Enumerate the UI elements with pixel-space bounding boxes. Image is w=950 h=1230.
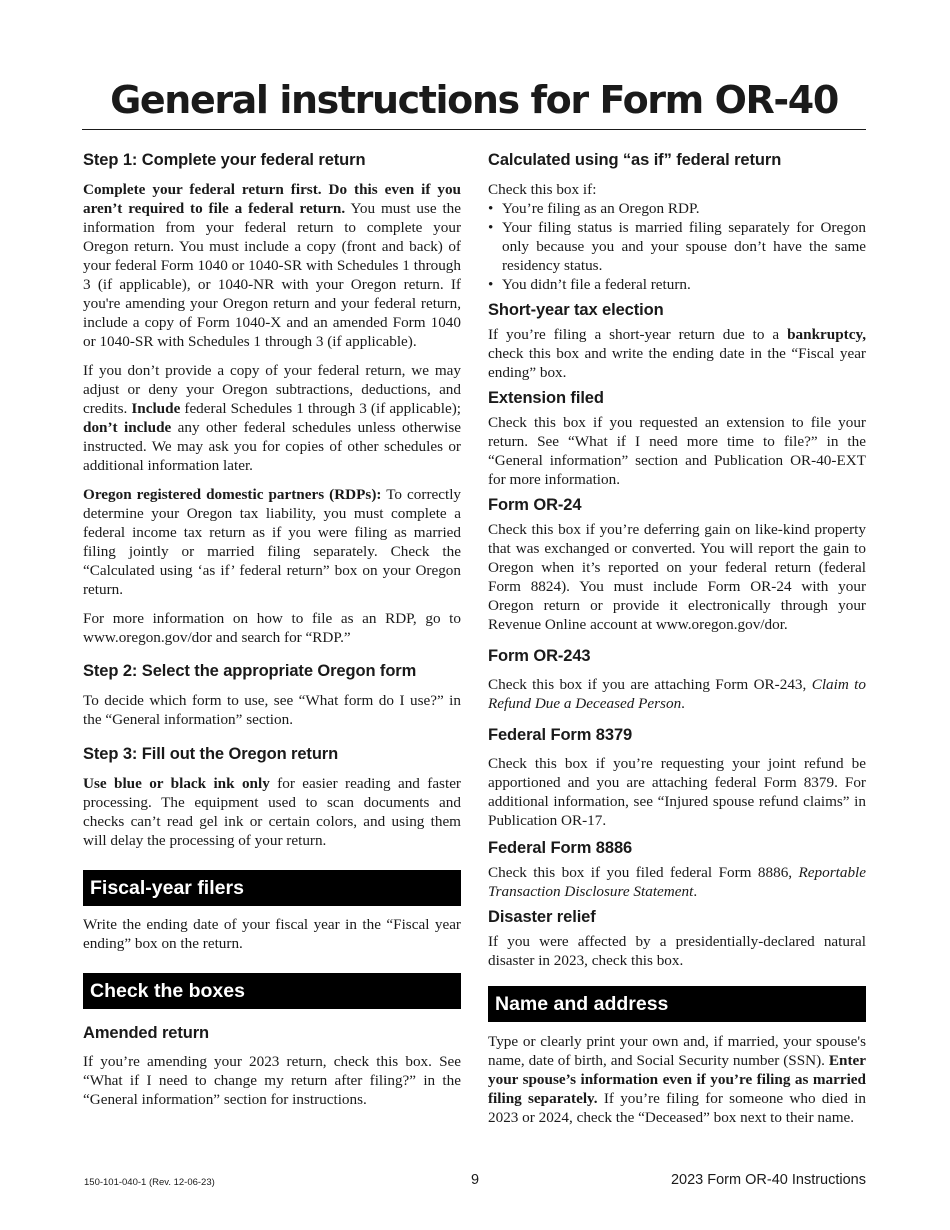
page-title: General instructions for Form OR-40	[110, 78, 838, 122]
or24-heading: Form OR-24	[488, 496, 582, 514]
amended-return-paragraph: If you’re amending your 2023 return, check this box. See “What if I need to change my return after filing?” in the “General information” section for instructions.	[83, 1053, 461, 1108]
step1-p2-a: If you don’t provide a copy of your federal return, we may adjust or deny your Oregon subtractions, deductions, and credits.	[83, 362, 461, 417]
amended-return-heading: Amended return	[83, 1024, 210, 1042]
or243-p-italic: Claim to Refund Due a Deceased Person	[488, 676, 866, 712]
or243-paragraph	[488, 675, 866, 713]
name-address-section-bar: Name and address	[488, 986, 866, 1022]
step1-paragraph-4: For more information on how to file as an RDP, go to www.oregon.gov/dor and search for “RDP.”	[83, 610, 461, 646]
step3-heading: Step 3: Fill out the Oregon return	[83, 745, 339, 763]
footer-doc-title: 2023 Form OR-40 Instructions	[670, 1172, 866, 1188]
title-rule	[82, 129, 866, 130]
f8886-heading: Federal Form 8886	[488, 839, 633, 857]
asif-heading: Calculated using “as if” federal return	[488, 151, 782, 169]
asif-bullet-list	[488, 199, 866, 294]
name-address-p-a: Type or clearly print your own and, if married, your spouse's name, date of birth, and Social Security number (SSN).	[488, 1033, 866, 1069]
asif-bullet: • You didn’t file a federal return.	[488, 275, 866, 294]
rdp-text: To correctly determine your Oregon tax liability, you must complete a federal income tax return as if you were filing as married filing jointly or married filing separately. Check the “Calculated using ‘as if’ federal return” box on your Oregon return.	[83, 486, 462, 598]
name-address-p-bold: Enter your spouse’s information even if you’re filing as married filing separately.	[488, 1052, 866, 1107]
short-year-p-a: If you’re filing a short-year return due to a	[488, 326, 788, 343]
step1-p2-d: don’t include	[83, 419, 172, 436]
fiscal-year-section-bar: Fiscal-year filers	[83, 870, 461, 906]
disaster-paragraph: If you were affected by a presidentially-declared natural disaster in 2023, check this box.	[488, 933, 866, 969]
step1-p1-rest: You must use the information from your federal return to complete your Oregon return. You must include a copy (front and back) of your federal Form 1040 or 1040-SR with Schedules 1 through 3 (if applicable), or 1040-NR with your Oregon return. If you're amending your Oregon return and your federal return, include a copy of Form 1040-X and an amended Form 1040 or 1040-SR with Schedules 1 through 3 (if applicable).	[83, 200, 462, 350]
step1-heading: Step 1: Complete your federal return	[83, 151, 366, 169]
step1-p1-bold: Complete your federal return first. Do this even if you aren’t required to file a federal return.	[83, 181, 461, 217]
step3-paragraph	[83, 774, 461, 850]
step2-heading: Step 2: Select the appropriate Oregon form	[83, 662, 417, 680]
f8379-paragraph: Check this box if you’re requesting your joint refund be apportioned and you are attaching federal Form 8379. For additional information, see “Injured spouse refund claims” in Publication OR-17.	[488, 755, 866, 829]
step3-text: for easier reading and faster processing. The equipment used to scan documents and checks can’t read gel ink or certain colors, and using them will delay the processing of your return.	[83, 775, 461, 849]
fiscal-year-paragraph: Write the ending date of your fiscal year in the “Fiscal year ending” box on the return.	[83, 916, 461, 952]
step3-lead: Use blue or black ink only	[83, 775, 270, 792]
step1-p2-e: any other federal schedules unless otherwise instructed. We may ask you for copies of other schedules or additional information later.	[83, 419, 461, 474]
rdp-lead: Oregon registered domestic partners (RDPs):	[83, 486, 382, 503]
name-address-p-c: If you’re filing for someone who died in 2023 or 2024, check the “Deceased” box next to their name.	[488, 1090, 867, 1126]
extension-paragraph: Check this box if you requested an extension to file your return. See “What if I need more time to file?” in the “General information” section and Publication OR-40-EXT for more information.	[488, 414, 866, 488]
f8886-p-c: .	[693, 883, 698, 900]
footer-page-number: 9	[470, 1172, 480, 1188]
short-year-bankruptcy: bankruptcy,	[787, 326, 866, 343]
step1-paragraph-1	[83, 180, 461, 351]
or243-heading: Form OR-243	[488, 647, 591, 665]
step1-p2-b: Include	[131, 400, 181, 417]
short-year-heading: Short-year tax election	[488, 301, 664, 319]
f8886-p-italic: Reportable Transaction Disclosure Statement	[488, 864, 866, 900]
step1-paragraph-3	[83, 485, 461, 599]
step1-paragraph-2	[83, 361, 461, 475]
step1-p2-c: federal Schedules 1 through 3 (if applicable);	[180, 400, 461, 417]
or243-p-c: .	[681, 695, 685, 712]
step2-paragraph: To decide which form to use, see “What form do I use?” in the “General information” section.	[83, 692, 461, 728]
asif-intro: Check this box if:	[488, 181, 597, 198]
f8886-p-a: Check this box if you filed federal Form 8886,	[488, 864, 799, 881]
left-column	[83, 140, 461, 1109]
f8886-paragraph	[488, 863, 866, 901]
or243-p-a: Check this box if you are attaching Form OR-243,	[488, 676, 812, 693]
asif-bullet: • Your filing status is married filing separately for Oregon only because you and your spouse don’t have the same residency status.	[488, 218, 866, 275]
extension-heading: Extension filed	[488, 389, 604, 407]
right-column	[488, 140, 866, 1127]
check-boxes-section-bar: Check the boxes	[83, 973, 461, 1009]
disaster-heading: Disaster relief	[488, 908, 596, 926]
asif-bullet: • You’re filing as an Oregon RDP.	[488, 199, 866, 218]
short-year-paragraph	[488, 325, 866, 382]
short-year-p-c: check this box and write the ending date in the “Fiscal year ending” box.	[488, 345, 866, 381]
name-address-paragraph	[488, 1032, 866, 1127]
footer-form-number: 150-101-040-1 (Rev. 12-06-23)	[84, 1177, 215, 1188]
f8379-heading: Federal Form 8379	[488, 726, 633, 744]
or24-paragraph: Check this box if you’re deferring gain on like-kind property that was exchanged or converted. You will report the gain to Oregon when it’s reported on your federal return (federal Form 8824). You must include Form OR-24 with your Oregon return or provide it electronically through your Revenue Online account at www.oregon.gov/dor.	[488, 521, 866, 633]
